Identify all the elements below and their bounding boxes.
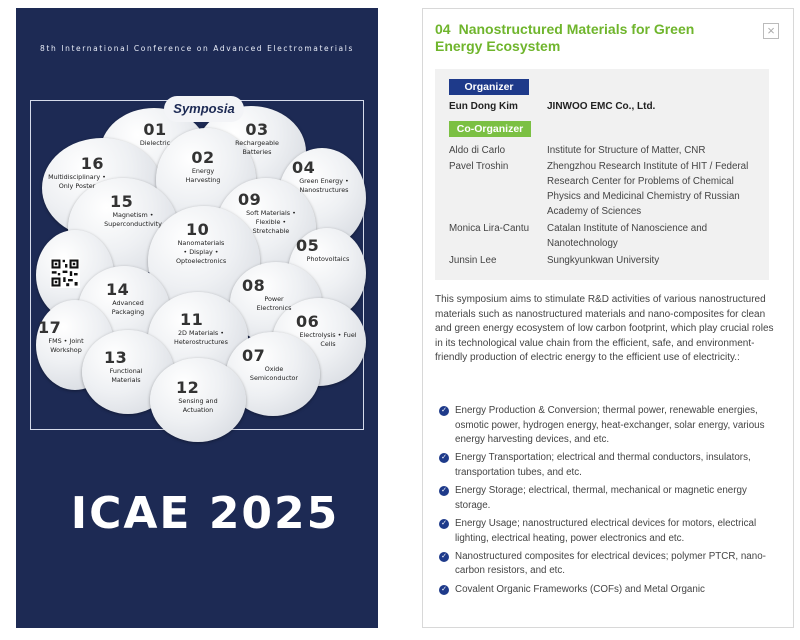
- symposium-05[interactable]: 05 Photovoltaics: [296, 236, 350, 263]
- co-organizer-row: Monica Lira-Cantu Catalan Institute of Nanoscience and Nanotechnology: [449, 223, 708, 249]
- list-item: ✓ Energy Storage; electrical, thermal, mechanical or magnetic energy storage.: [439, 484, 779, 513]
- symposium-17[interactable]: 17 FMS • Joint Workshop: [38, 318, 84, 354]
- symposia-label: Symposia: [164, 96, 244, 122]
- organizer-tag: Organizer: [449, 79, 529, 95]
- symposium-08[interactable]: 08 Power Electronics: [242, 276, 292, 312]
- symposium-09[interactable]: 09 Soft Materials • Flexible • Stretchable: [238, 190, 296, 235]
- topic-list: [439, 404, 779, 601]
- qr-code: [50, 258, 80, 288]
- symposia-poster: [16, 8, 378, 628]
- symposium-12[interactable]: 12 Sensing and Actuation: [176, 378, 218, 414]
- symposium-11[interactable]: 11 2D Materials • Heterostructures: [174, 310, 228, 346]
- symposium-02[interactable]: 02 Energy Harvesting: [185, 148, 221, 184]
- list-item: ✓ Energy Usage; nanostructured electrical devices for motors, electrical lighting, electrical heating, power electronics and etc.: [439, 517, 779, 546]
- organizers-box: [435, 69, 769, 280]
- check-circle-icon: ✓: [439, 519, 449, 529]
- list-item: ✓ Energy Production & Conversion; thermal power, renewable energies, osmotic power, hydrogen energy, heat-exchanger, solar energy, various energy harvesting devices, and etc.: [439, 404, 779, 448]
- co-organizer-row: Junsin Lee Sungkyunkwan University: [449, 255, 660, 266]
- icae-logo: ICAE 2025: [70, 488, 340, 539]
- symposium-10[interactable]: 10 Nanomaterials • Display • Optoelectronics: [176, 220, 227, 265]
- check-circle-icon: ✓: [439, 453, 449, 463]
- symposium-14[interactable]: 14 Advanced Packaging: [106, 280, 145, 316]
- check-circle-icon: ✓: [439, 552, 449, 562]
- symposium-15[interactable]: 15 Magnetism • Superconductivity: [104, 192, 162, 228]
- symposium-01[interactable]: 01 Dielectric: [139, 120, 171, 147]
- check-circle-icon: ✓: [439, 406, 449, 416]
- organizer-affiliation: JINWOO EMC Co., Ltd.: [547, 101, 656, 112]
- symposium-16[interactable]: 16 Multidisciplinary • Only Poster: [48, 154, 106, 190]
- list-item: ✓ Nanostructured composites for electrical devices; polymer PTCR, nano-carbon resistors, and etc.: [439, 550, 779, 579]
- symposium-detail-panel: [422, 8, 794, 628]
- symposium-03[interactable]: 03 Rechargeable Batteries: [235, 120, 279, 156]
- symposium-04[interactable]: 04 Green Energy • Nanostructures: [292, 158, 349, 194]
- symposium-06[interactable]: 06 Electrolysis • Fuel Cells: [296, 312, 357, 348]
- co-organizer-row: Aldo di Carlo Institute for Structure of Matter, CNR: [449, 145, 706, 156]
- symposium-13[interactable]: 13 Functional Materials: [104, 348, 143, 384]
- list-item: ✓ Covalent Organic Frameworks (COFs) and Metal Organic: [439, 583, 779, 598]
- panel-title: 04 Nanostructured Materials for Green Energy Ecosystem: [435, 21, 695, 54]
- check-circle-icon: ✓: [439, 486, 449, 496]
- check-circle-icon: ✓: [439, 585, 449, 595]
- symposium-07[interactable]: 07 Oxide Semiconductor: [242, 346, 299, 382]
- co-organizer-row: Pavel Troshin Zhengzhou Research Institute of HIT / Federal Research Center for Problems of Chemical Physics and Medicinal Chemistry of Russian Academy of Sciences: [449, 161, 749, 217]
- list-item: ✓ Energy Transportation; electrical and thermal conductors, insulators, transportation tubes, and etc.: [439, 451, 779, 480]
- symposium-description: This symposium aims to stimulate R&D activities of various nanostructured materials such as nanostructured materials and nano-composites for clean and green energy ecosystem of low carbon footprint, which play crucial roles in its technological value chain from the efficient, safe, and environment-friendly production of electric energy to the efficient use of electricity.:: [435, 294, 774, 364]
- organizer-name: Eun Dong Kim: [449, 101, 518, 112]
- conference-title: 8th International Conference on Advanced Electromaterials: [40, 44, 354, 53]
- co-organizer-tag: Co-Organizer: [449, 121, 531, 137]
- close-button[interactable]: ×: [763, 23, 779, 39]
